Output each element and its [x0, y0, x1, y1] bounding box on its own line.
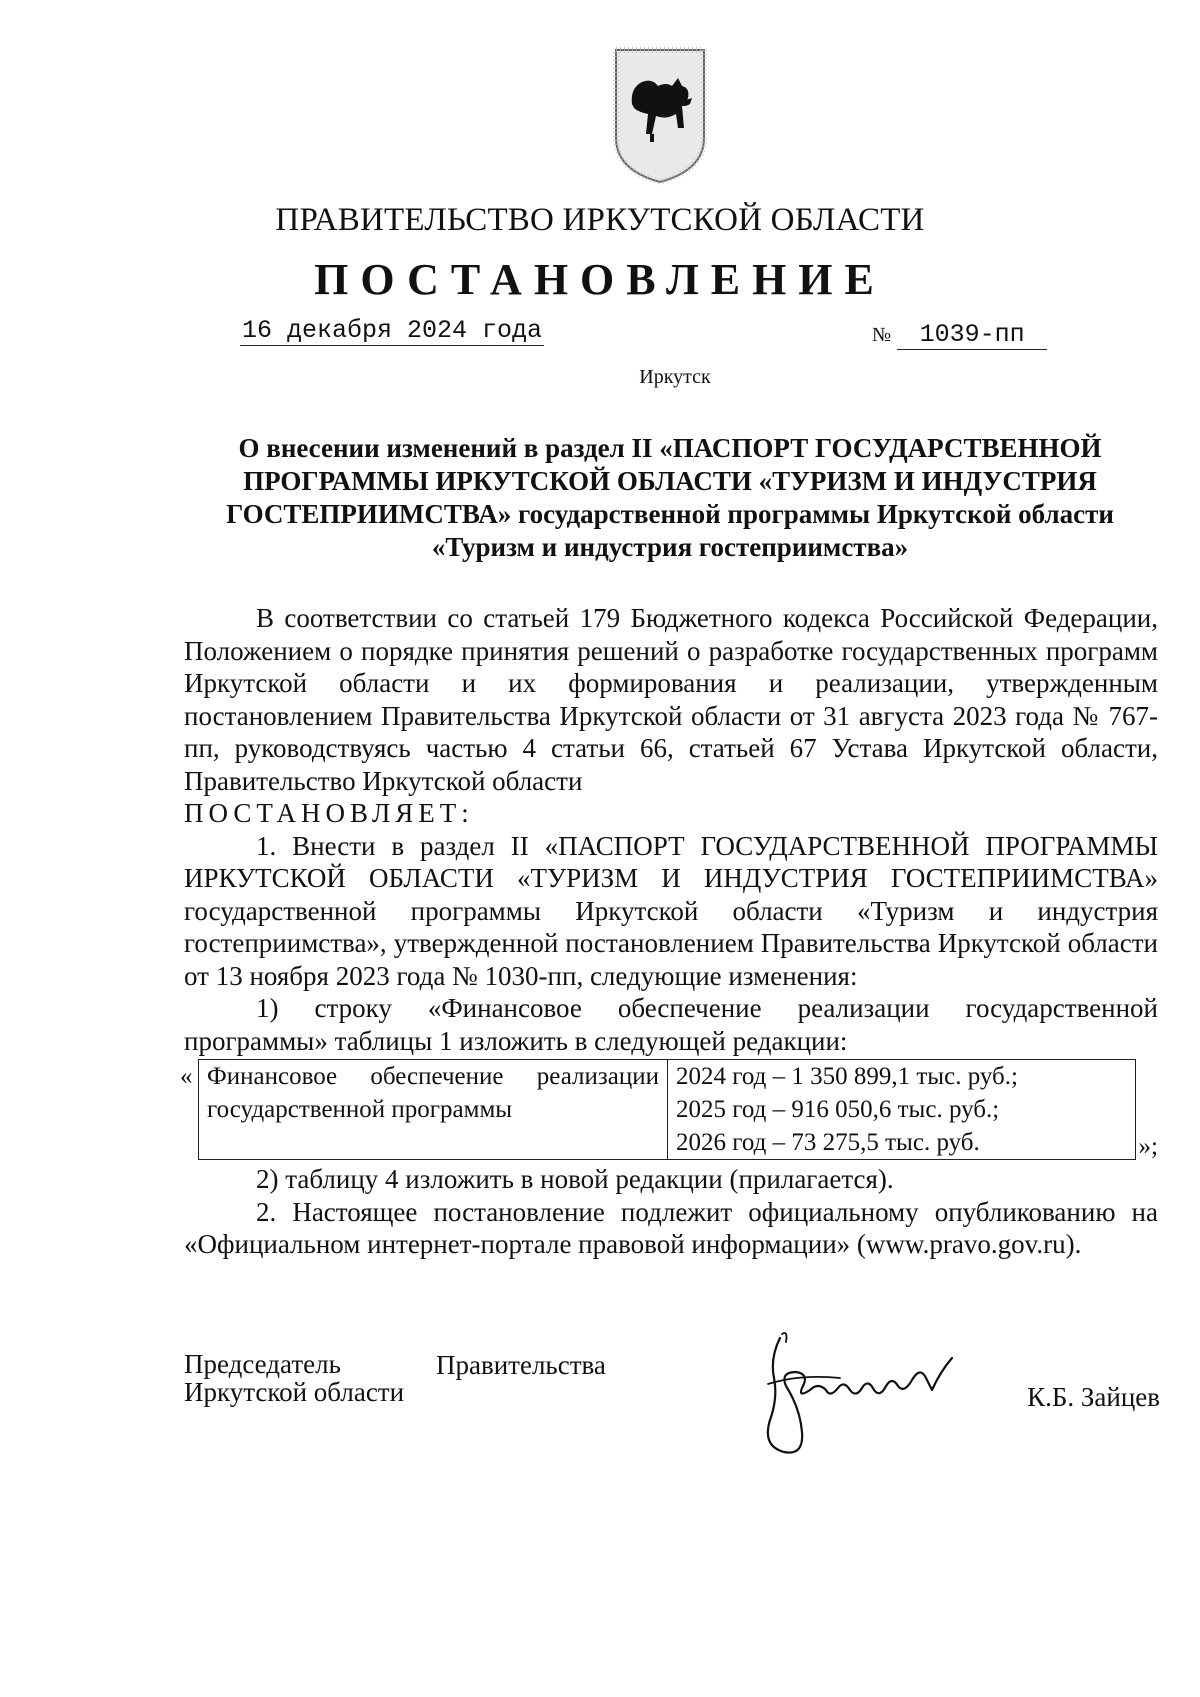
heading-line: ГОСТЕПРИИМСТВА» государственной программы Иркутской области: [226, 499, 1114, 529]
document-city: Иркутск: [639, 366, 711, 388]
financing-table: [198, 1059, 1136, 1160]
item-1-paragraph: 1. Внести в раздел II «ПАСПОРТ ГОСУДАРСТВЕННОЙ ПРОГРАММЫ ИРКУТСКОЙ ОБЛАСТИ «ТУРИЗМ И ИНДУСТРИЯ ГОСТЕПРИИМСТВА» государственной программы Иркутской области «Туризм и индустрия гостеприимства», утвержденной постановлением Правительства Иркутской области от 13 ноября 2023 года № 1030-пп, следующие изменения:: [184, 830, 1158, 991]
financing-amounts-cell: [668, 1060, 1136, 1160]
heading-line: О внесении изменений в раздел II «ПАСПОРТ ГОСУДАРСТВЕННОЙ: [238, 433, 1102, 463]
signature-block: [184, 1350, 1160, 1490]
document-heading: [180, 432, 1160, 564]
position-line-1: Председатель: [184, 1349, 341, 1379]
amount-2026: 2026 год – 73 275,5 тыс. руб.: [676, 1129, 980, 1156]
amount-2025: 2025 год – 916 050,6 тыс. руб.;: [676, 1096, 1000, 1123]
heading-line: «Туризм и индустрия гостеприимства»: [431, 532, 909, 562]
item-2-paragraph: 2. Настоящее постановление подлежит официальному опубликованию на «Официальном интернет-портале правовой информации» (www.pravo.gov.ru).: [184, 1196, 1158, 1259]
position-line-1b: Правительства: [436, 1350, 606, 1380]
table-close-quote: »;: [1138, 1133, 1158, 1160]
handwritten-signature-icon: [740, 1328, 970, 1468]
heading-line: ПРОГРАММЫ ИРКУТСКОЙ ОБЛАСТИ «ТУРИЗМ И ИНДУСТРИЯ: [243, 466, 1097, 496]
government-title: ПРАВИТЕЛЬСТВО ИРКУТСКОЙ ОБЛАСТИ: [275, 202, 925, 238]
financing-table-block: [180, 1059, 1158, 1163]
document-body: [180, 602, 1158, 1261]
table-open-quote: «: [180, 1063, 193, 1090]
item-1-2-paragraph: 2) таблицу 4 изложить в новой редакции (прилагается).: [256, 1164, 894, 1194]
document-number: [872, 320, 1047, 350]
preamble-paragraph: В соответствии со статьей 179 Бюджетного кодекса Российской Федерации, Положением о порядке принятия решений о разработке государственных программ Иркутской области и их формирования и реализации, утвержденным постановлением Правительства Иркутской области от 31 августа 2023 года № 767-пп, руководствуясь частью 4 статьи 66, статьей 67 Устава Иркутской области, Правительство Иркутской области: [184, 603, 1158, 796]
financing-label-cell: Финансовое обеспечение реализации государственной программы: [199, 1060, 668, 1160]
document-type: ПОСТАНОВЛЕНИЕ: [314, 255, 886, 304]
signatory-name: К.Б. Зайцев: [1027, 1382, 1160, 1412]
signatory-position: [184, 1350, 404, 1406]
coat-of-arms-icon: [612, 42, 708, 186]
number-sign: №: [872, 324, 892, 346]
amount-2024: 2024 год – 1 350 899,1 тыс. руб.;: [676, 1063, 1018, 1090]
position-line-2: Иркутской области: [184, 1377, 405, 1407]
item-1-1-paragraph: 1) строку «Финансовое обеспечение реализации государственной программы» таблицы 1 изложить в следующей редакции:: [184, 993, 1158, 1056]
date-value: 16 декабря 2024 года: [242, 316, 543, 345]
document-date: [240, 316, 544, 345]
table-row: [199, 1060, 1136, 1160]
number-value: 1039-пп: [897, 320, 1047, 350]
resolves-line: ПОСТАНОВЛЯЕТ:: [184, 798, 474, 828]
